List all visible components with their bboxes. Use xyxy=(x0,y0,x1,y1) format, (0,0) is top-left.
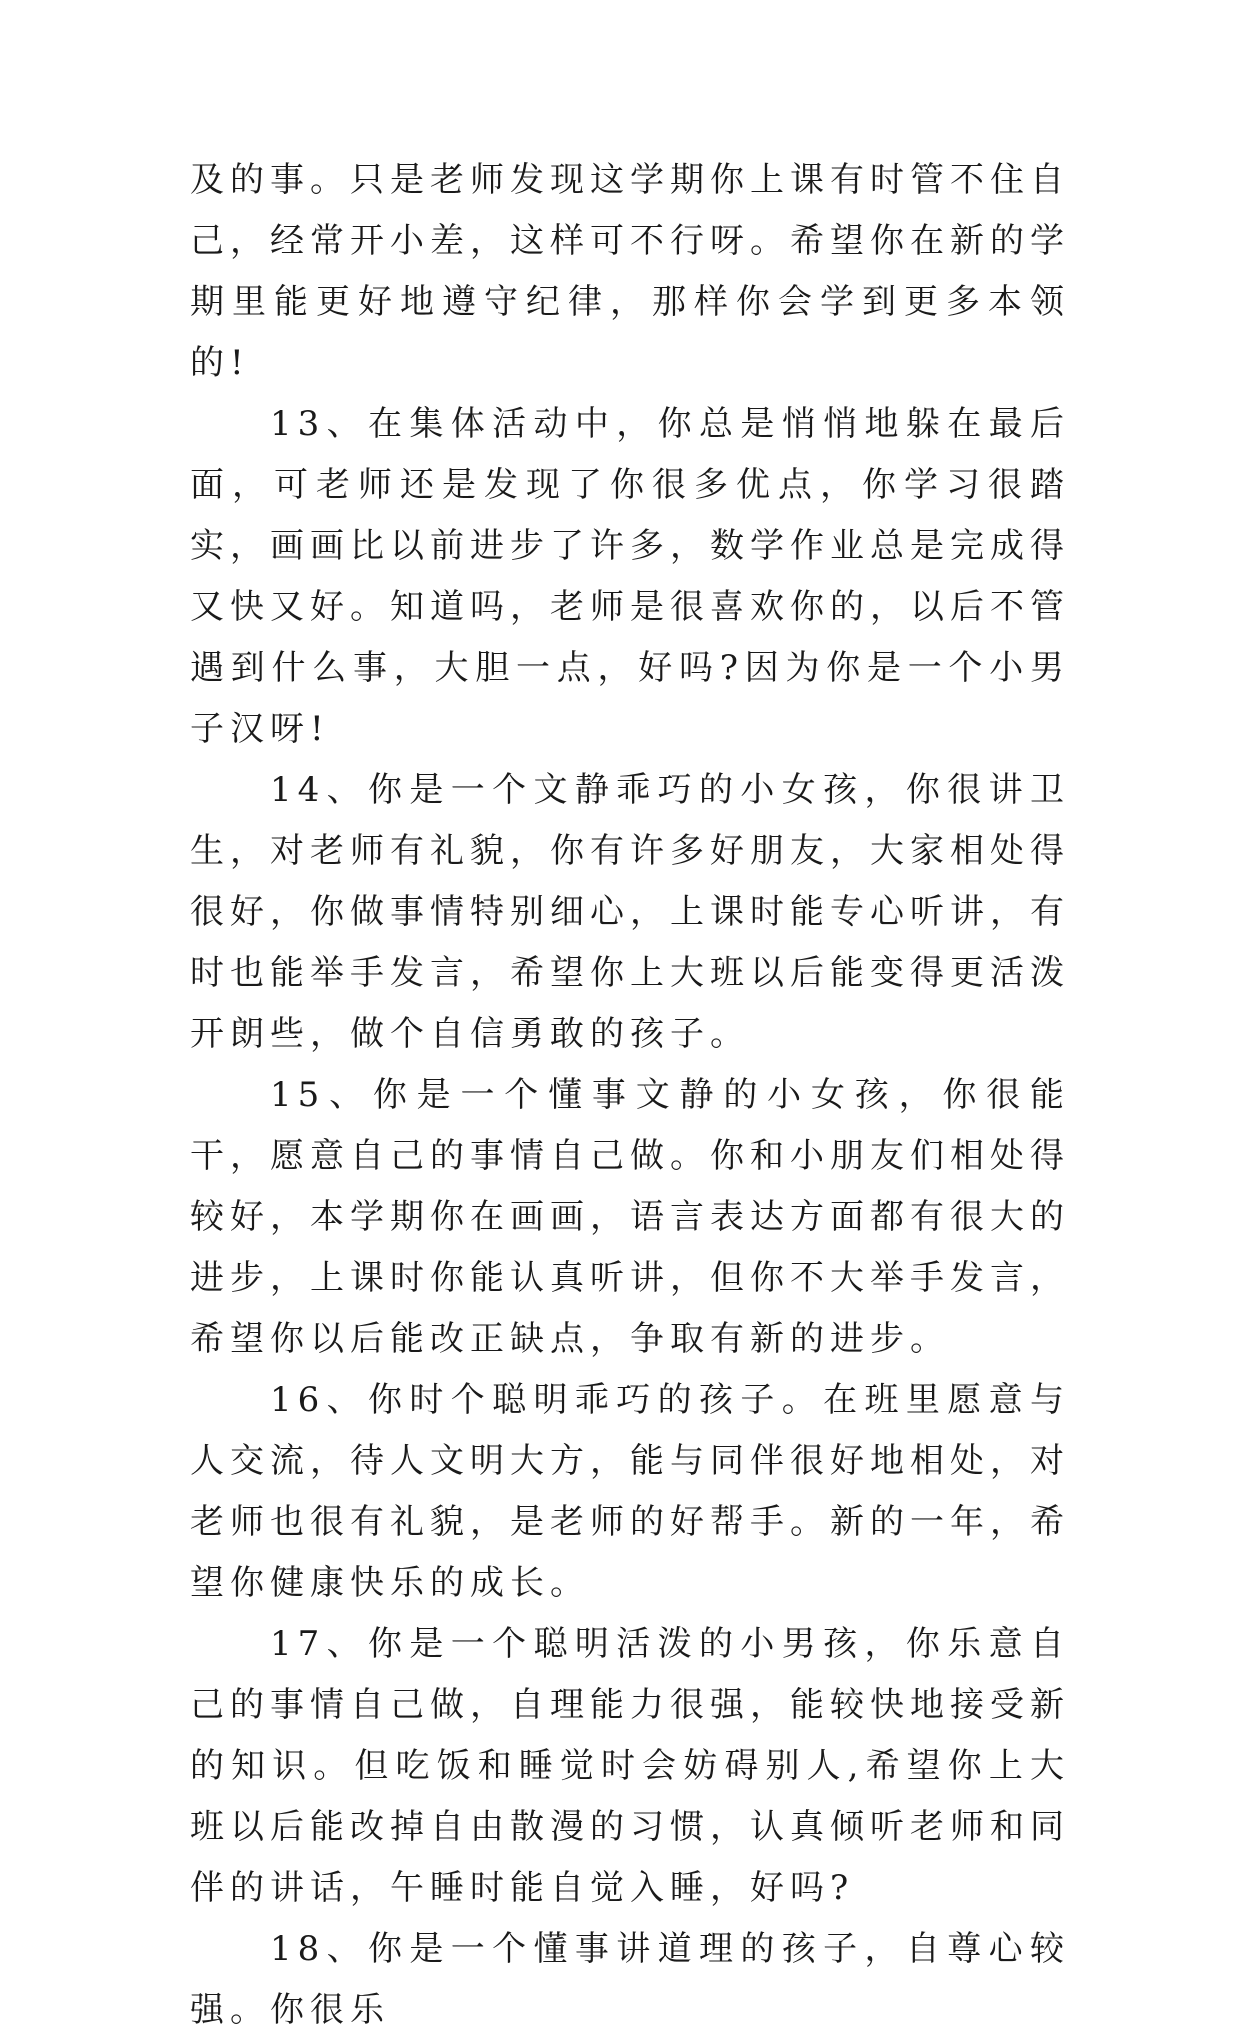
paragraph-comment-14: 14、你是一个文静乖巧的小女孩，你很讲卫生，对老师有礼貌，你有许多好朋友，大家相处得很好，你做事情特别细心，上课时能专心听讲，有时也能举手发言，希望你上大班以后能变得更活泼开朗些，做个自信勇敢的孩子。 xyxy=(190,770,1070,1054)
document-body xyxy=(190,150,1070,2041)
paragraph-comment-13: 13、在集体活动中，你总是悄悄地躲在最后面，可老师还是发现了你很多优点，你学习很踏实，画画比以前进步了许多，数学作业总是完成得又快又好。知道吗，老师是很喜欢你的，以后不管遇到什么事，大胆一点，好吗?因为你是一个小男子汉呀! xyxy=(190,404,1070,749)
paragraph-continuation: 及的事。只是老师发现这学期你上课有时管不住自己，经常开小差，这样可不行呀。希望你在新的学期里能更好地遵守纪律，那样你会学到更多本领的! xyxy=(190,160,1070,383)
paragraph-comment-15: 15、你是一个懂事文静的小女孩，你很能干，愿意自己的事情自己做。你和小朋友们相处得较好，本学期你在画画，语言表达方面都有很大的进步，上课时你能认真听讲，但你不大举手发言，希望你以后能改正缺点，争取有新的进步。 xyxy=(190,1075,1070,1359)
paragraph-comment-17: 17、你是一个聪明活泼的小男孩，你乐意自己的事情自己做，自理能力很强，能较快地接受新的知识。但吃饭和睡觉时会妨碍别人,希望你上大班以后能改掉自由散漫的习惯，认真倾听老师和同伴的讲话，午睡时能自觉入睡，好吗? xyxy=(190,1624,1070,1908)
paragraph-comment-16: 16、你时个聪明乖巧的孩子。在班里愿意与人交流，待人文明大方，能与同伴很好地相处，对老师也很有礼貌，是老师的好帮手。新的一年，希望你健康快乐的成长。 xyxy=(190,1380,1070,1603)
paragraph-comment-18: 18、你是一个懂事讲道理的孩子，自尊心较强。你很乐 xyxy=(190,1929,1070,2030)
